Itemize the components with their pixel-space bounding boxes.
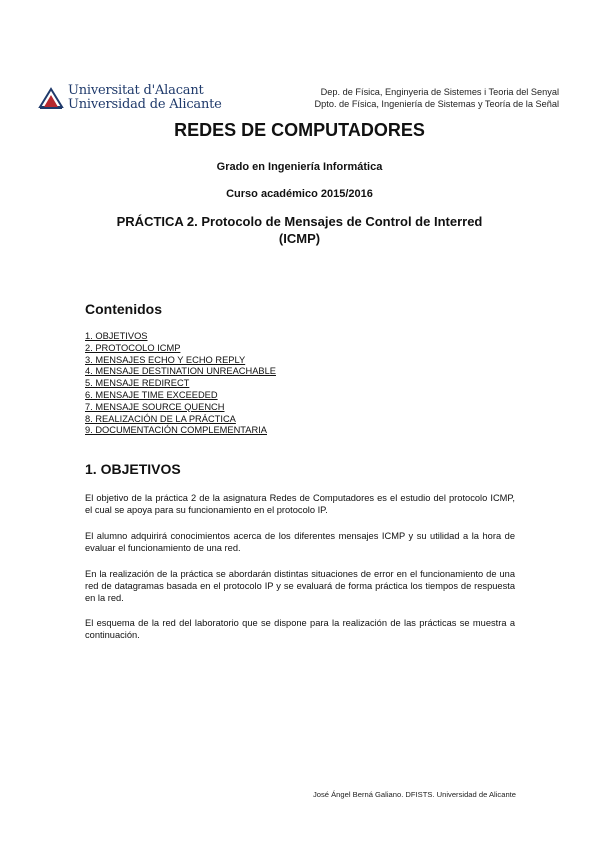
toc-link-source-quench[interactable]: 7. MENSAJE SOURCE QUENCH — [85, 401, 225, 412]
course-year: Curso académico 2015/2016 — [226, 188, 373, 200]
university-logo — [38, 84, 222, 112]
paragraph: El esquema de la red del laboratorio que se dispone para la realización de las prácticas se muestra a continuación. — [85, 618, 515, 640]
section-heading-objetivos: 1. OBJETIVOS — [85, 461, 181, 477]
degree-name: Grado en Ingeniería Informática — [216, 161, 383, 173]
toc-link-protocolo-icmp[interactable]: 2. PROTOCOLO ICMP — [85, 342, 181, 353]
department-spanish: Dpto. de Física, Ingeniería de Sistemas y Teoría de la Señal — [314, 99, 559, 109]
toc-link-redirect[interactable]: 5. MENSAJE REDIRECT — [85, 378, 190, 389]
page-footer: José Ángel Berná Galiano. DFISTS. Universidad de Alicante — [312, 790, 516, 799]
practice-title-line1: PRÁCTICA 2. Protocolo de Mensajes de Control de Interred — [116, 214, 483, 229]
university-emblem-icon — [38, 85, 64, 111]
table-of-contents — [85, 331, 276, 437]
paragraph: En la realización de la práctica se abordarán distintas situaciones de error en el funcionamiento de una red de datagramas basada en el protocolo IP y se evaluará de forma práctica los tiempos de respuesta en la red. — [85, 569, 515, 603]
practice-title — [0, 213, 599, 247]
toc-link-realizacion[interactable]: 8. REALIZACIÓN DE LA PRÁCTICA — [85, 413, 236, 424]
practice-title-line2: (ICMP) — [278, 231, 321, 246]
university-name-valencian: Universitat d'Alacant — [68, 83, 204, 98]
toc-link-documentacion[interactable]: 9. DOCUMENTACIÓN COMPLEMENTARIA — [85, 425, 267, 436]
department-header — [315, 86, 559, 110]
university-name-spanish: Universidad de Alicante — [68, 97, 222, 112]
contents-heading: Contenidos — [85, 301, 162, 317]
paragraph: El alumno adquirirá conocimientos acerca de los diferentes mensajes ICMP y su utilidad a la hora de evaluar el funcionamiento de una red. — [85, 531, 515, 553]
university-name — [68, 84, 222, 112]
department-valencian: Dep. de Física, Enginyeria de Sistemes i Teoria del Senyal — [320, 87, 559, 97]
toc-link-time-exceeded[interactable]: 6. MENSAJE TIME EXCEEDED — [85, 389, 218, 400]
document-title: REDES DE COMPUTADORES — [174, 120, 425, 140]
toc-link-destination-unreachable[interactable]: 4. MENSAJE DESTINATION UNREACHABLE — [85, 366, 276, 377]
paragraph: El objetivo de la práctica 2 de la asignatura Redes de Computadores es el estudio del protocolo ICMP, el cual se apoya para su funcionamiento en el protocolo IP. — [85, 493, 515, 515]
toc-link-echo[interactable]: 3. MENSAJES ECHO Y ECHO REPLY — [85, 354, 246, 365]
toc-link-objetivos[interactable]: 1. OBJETIVOS — [85, 331, 148, 341]
